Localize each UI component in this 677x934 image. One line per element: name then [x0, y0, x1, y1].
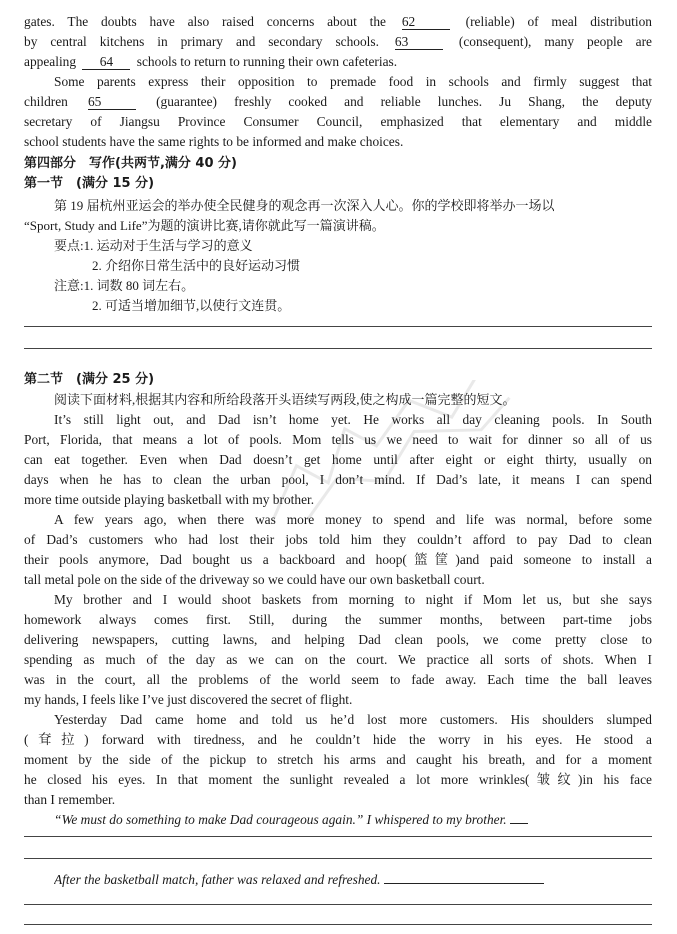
story-line: than I remember.: [24, 792, 116, 807]
story-line: moment by the side of the pickup to stretch his arms and caught his breath, and for a moment: [24, 752, 652, 767]
continuation-prompt-2: [54, 870, 652, 889]
text: (consequent), many people are: [458, 34, 652, 49]
requirement-1: 要点:1. 运动对于生活与学习的意义: [54, 238, 253, 253]
passage-line-6: secretary of Jiangsu Province Consumer Council, emphasized that elementary and middle: [24, 114, 652, 129]
story-line: more time outside playing basketball with my brother.: [24, 492, 315, 507]
story-line: was in the court, all the problems of the world seem to fade away. Each time the ball leaves: [24, 672, 652, 687]
blank-63[interactable]: 63: [395, 34, 443, 50]
answer-line[interactable]: [384, 871, 544, 884]
blank-65[interactable]: 65: [88, 94, 136, 110]
passage-line-1: [24, 12, 652, 31]
story-line: spending as much of the day as we can on the court. We practice all sorts of shots. When I: [24, 652, 652, 667]
answer-line[interactable]: [24, 904, 652, 905]
story-line: can eat together. Even when Dad doesn’t get home until after eight or eight thirty, usually on: [24, 452, 652, 467]
passage-line-4: Some parents express their opposition to premade food in schools and firmly suggest that: [54, 74, 652, 89]
part4-title: 第四部分 写作(共两节,满分 40 分): [24, 156, 237, 171]
note-2: 2. 可适当增加细节,以使行文连贯。: [92, 298, 291, 313]
passage-line-7: school students have the same rights to be informed and make choices.: [24, 134, 404, 149]
story-line: It’s still light out, and Dad isn’t home yet. He works all day cleaning pools. In South: [54, 412, 652, 427]
story-line: Yesterday Dad came home and told us he’d lost more customers. His shoulders slumped: [54, 712, 652, 727]
story-line: Port, Florida, that means a lot of pools. Mom tells us we need to wait for dinner so all of us: [24, 432, 652, 447]
story-line: A few years ago, when there was more money to spend and life was normal, before some: [54, 512, 652, 527]
text: children: [24, 94, 68, 109]
story-line: homework always comes first. Still, during the summer months, between part-time jobs: [24, 612, 652, 627]
note-1: 注意:1. 词数 80 词左右。: [54, 278, 195, 293]
story-line: (耷拉) forward with tiredness, and he couldn’t hide the worry in his eyes. He stood a: [24, 732, 652, 747]
section1-prompt-line-2: “Sport, Study and Life”为题的演讲比赛,请你就此写一篇演讲稿。: [24, 218, 385, 233]
answer-line[interactable]: [24, 348, 652, 349]
blank-62[interactable]: 62: [402, 14, 450, 30]
answer-line[interactable]: [24, 924, 652, 925]
story-line: my hands, I feels like I’ve just discovered the secret of flight.: [24, 692, 353, 707]
passage-line-3: [24, 52, 652, 71]
requirement-2: 2. 介绍你日常生活中的良好运动习惯: [92, 258, 301, 273]
answer-line[interactable]: [24, 858, 652, 859]
passage-line-2: [24, 32, 652, 51]
text: appealing: [24, 54, 77, 69]
passage-line-5: [24, 92, 652, 111]
text: (reliable) of meal distribution: [465, 14, 652, 29]
text: “We must do something to make Dad courageous again.” I whispered to my brother.: [54, 812, 507, 827]
answer-line[interactable]: [510, 811, 528, 824]
section1-prompt-line-1: 第 19 届杭州亚运会的举办使全民健身的观念再一次深入人心。你的学校即将举办一场以: [54, 198, 555, 213]
text: by central kitchens in primary and secondary schools.: [24, 34, 379, 49]
text: gates. The doubts have also raised concerns about the: [24, 14, 387, 29]
text: After the basketball match, father was relaxed and refreshed.: [54, 872, 381, 887]
story-line: days when he has to clean the urban pool, I don’t mind. If Dad’s late, it means I can spend: [24, 472, 652, 487]
story-line: tall metal pole on the side of the driveway so we could have our own basketball court.: [24, 572, 485, 587]
continuation-prompt-1: [54, 810, 652, 829]
section2-title: 第二节 (满分 25 分): [24, 372, 155, 387]
story-line: delivering newspapers, cutting lawns, and helping Dad clean pools, we come pretty close to: [24, 632, 652, 647]
story-line: he closed his eyes. In that moment the sunlight revealed a lot more wrinkles(皱纹)in his face: [24, 772, 652, 787]
section1-title: 第一节 (满分 15 分): [24, 176, 155, 191]
blank-64[interactable]: 64: [82, 54, 130, 70]
answer-line[interactable]: [24, 326, 652, 327]
text: schools to return to running their own cafeterias.: [136, 54, 398, 69]
answer-line[interactable]: [24, 836, 652, 837]
story-line: My brother and I would shoot baskets from morning to night if Mom let us, but she says: [54, 592, 652, 607]
story-line: their pools anymore, Dad bought us a backboard and hoop(篮筐)and paid someone to install a: [24, 552, 652, 567]
section2-instructions: 阅读下面材料,根据其内容和所给段落开头语续写两段,使之构成一篇完整的短文。: [54, 392, 516, 407]
text: (guarantee) freshly cooked and reliable lunches. Ju Shang, the deputy: [156, 94, 652, 109]
story-line: of Dad’s customers who had lost their jobs told him they couldn’t afford to pay Dad to clean: [24, 532, 652, 547]
